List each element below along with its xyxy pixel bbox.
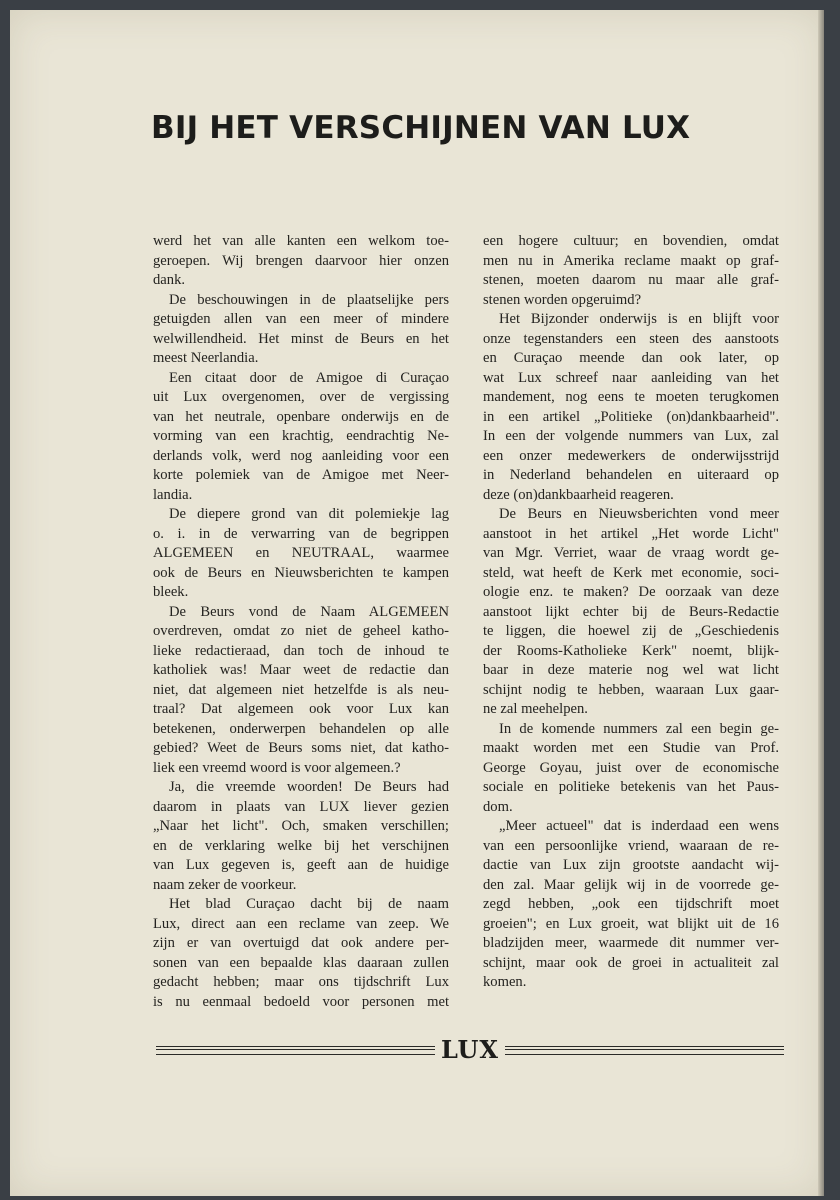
text-line: groeien"; en Lux groeit, wat blijkt uit de 16 <box>483 915 779 932</box>
text-line: katholiek was! Maar weet de redactie dan <box>153 662 449 678</box>
text-line: naam zeker de voorkeur. <box>153 876 297 893</box>
text-line: en de verklaring welke bij het verschijnen <box>153 837 449 854</box>
text-line: Een citaat door de Amigoe di Curaçao <box>169 369 449 386</box>
text-line: vorming van een krachtig, eendrachtig Ne- <box>153 428 449 444</box>
text-line: betekenen, onderwerpen behandelen op alle <box>153 720 449 737</box>
text-line: korte polemiek van de Amigoe met Neer- <box>153 467 449 483</box>
right-text-column <box>483 232 779 993</box>
text-line: In een der volgende nummers van Lux, zal <box>483 428 779 444</box>
text-line: ALGEMEEN en NEUTRAAL, waarmee <box>153 545 449 561</box>
footer-logo: LUX <box>440 1035 500 1064</box>
text-line: sonen van een bepaalde klas daaraan zullen <box>153 954 449 971</box>
text-line: liek een vreemd woord is voor algemeen.? <box>153 759 401 776</box>
footer-rule-right <box>505 1046 784 1055</box>
text-line: van Lux gegeven is, geeft aan de huidige <box>153 857 449 873</box>
text-line: In de komende nummers zal een begin ge- <box>499 720 779 737</box>
text-line: ook de Beurs en Nieuwsberichten te kampen <box>153 564 449 581</box>
text-line: werd het van alle kanten een welkom toe- <box>153 233 449 249</box>
footer-ornament <box>156 1037 784 1063</box>
text-line: De beschouwingen in de plaatselijke pers <box>169 291 449 308</box>
text-line: geroepen. Wij brengen daarvoor hier onzen <box>153 252 449 269</box>
text-line: komen. <box>483 974 527 990</box>
text-line: o. i. in de verwarring van de begrippen <box>153 525 449 542</box>
text-line: De Beurs vond de Naam ALGEMEEN <box>169 603 449 620</box>
text-line: Het Bijzonder onderwijs is en blijft voor <box>499 311 779 327</box>
text-line: daarom in plaats van LUX liever gezien <box>153 798 449 815</box>
text-line: derlands volk, werd nog aanleiding voor een <box>153 447 449 464</box>
text-line: dom. <box>483 798 513 815</box>
text-line: schijnt, maar ook de groei in actualiteit zal <box>483 954 779 971</box>
text-line: Ja, die vreemde woorden! De Beurs had <box>169 779 449 795</box>
text-line: gedacht hebben; maar ons tijdschrift Lux <box>153 974 449 990</box>
text-line: der Rooms-Katholieke Kerk" noemt, blijk- <box>483 642 779 659</box>
text-line: schijnt nodig te hebben, waaraan Lux gaar- <box>483 681 779 698</box>
text-line: baar in deze materie nog wel wat licht <box>483 662 779 678</box>
left-text-column <box>153 232 449 1012</box>
text-line: in een artikel „Politieke (on)dankbaarheid". <box>483 408 779 425</box>
text-line: ologie enz. te maken? De oorzaak van deze <box>483 584 779 600</box>
text-line: getuigden allen van een meer of mindere <box>153 311 449 327</box>
text-line: sociale en politieke betekenis van het Paus- <box>483 779 779 795</box>
text-line: aanstoot lijkt echter bij de Beurs-Redactie <box>483 603 779 620</box>
text-line: stenen, moeten daarom nu maar alle graf- <box>483 272 779 288</box>
text-line: van Mgr. Verriet, waar de vraag wordt ge- <box>483 545 779 561</box>
text-line: den zal. Maar gelijk wij in de voorrede ge- <box>483 876 779 893</box>
text-line: zijn er van overtuigd dat ook andere per- <box>153 935 449 951</box>
text-line: aanstoot in het artikel „Het worde Licht" <box>483 525 779 542</box>
footer-rule-left <box>156 1046 435 1055</box>
text-line: Lux, direct aan een reclame van zeep. We <box>153 915 449 932</box>
text-line: welwillendheid. Het minst de Beurs en het <box>153 330 449 347</box>
text-line: landia. <box>153 486 193 503</box>
text-line: Het blad Curaçao dacht bij de naam <box>169 896 449 912</box>
text-line: meest Neerlandia. <box>153 350 259 366</box>
text-line: gebied? Weet de Beurs soms niet, dat katho- <box>153 740 449 756</box>
text-line: ne zal meehelpen. <box>483 701 588 717</box>
text-line: zegd hebben, „ook een tijdschrift moet <box>483 896 779 912</box>
text-line: een onzer medewerkers de onderwijsstrijd <box>483 447 779 464</box>
text-line: en Curaçao meende dan ook later, op <box>483 350 779 366</box>
text-line: in Nederland behandelen en uiteraard op <box>483 467 779 483</box>
text-line: overdreven, omdat zo niet de geheel katho- <box>153 623 449 639</box>
text-line: wat Lux schreef naar aanleiding van het <box>483 369 779 386</box>
text-line: deze (on)dankbaarheid reageren. <box>483 486 674 503</box>
text-line: „Naar het licht". Och, smaken verschillen; <box>153 818 449 834</box>
text-line: maakt worden met een Studie van Prof. <box>483 740 779 756</box>
text-line: dactie van Lux zijn grootste aandacht wij- <box>483 857 779 873</box>
article-title: BIJ HET VERSCHIJNEN VAN LUX <box>151 110 691 146</box>
text-line: van een persoonlijke vriend, waaraan de re- <box>483 837 779 854</box>
text-line: uit Lux overgenomen, over de vergissing <box>153 389 449 405</box>
text-line: onze tegenstanders een steen des aanstoots <box>483 330 779 347</box>
text-line: bladzijden meer, waarmede dit nummer ver- <box>483 935 779 951</box>
text-line: De diepere grond van dit polemiekje lag <box>169 506 449 522</box>
text-line: stenen worden opgeruimd? <box>483 291 642 308</box>
text-line: dank. <box>153 272 186 288</box>
text-line: is nu eenmaal bedoeld voor personen met <box>153 993 449 1010</box>
text-line: bleek. <box>153 584 189 600</box>
text-line: steld, wat heeft de Kerk met economie, soci- <box>483 564 779 581</box>
text-line: „Meer actueel" dat is inderdaad een wens <box>499 818 779 834</box>
text-line: te liggen, die hoewel zij de „Geschiedenis <box>483 623 779 639</box>
text-line: van het neutrale, openbare onderwijs en de <box>153 408 449 425</box>
text-line: een hogere cultuur; en bovendien, omdat <box>483 233 779 249</box>
text-line: men nu in Amerika reclame maakt op graf- <box>483 252 779 269</box>
text-line: George Goyau, juist over de economische <box>483 759 779 776</box>
text-line: De Beurs en Nieuwsberichten vond meer <box>499 506 779 522</box>
page-binding-edge <box>818 10 824 1196</box>
text-line: niet, dat algemeen niet hetzelfde is als neu- <box>153 681 449 698</box>
text-line: traal? Dat algemeen ook voor Lux kan <box>153 701 449 717</box>
text-line: mandement, nog eens te moeten terugkomen <box>483 389 779 405</box>
magazine-page <box>10 10 824 1196</box>
text-line: lieke redactieraad, dan toch de inhoud te <box>153 642 449 659</box>
